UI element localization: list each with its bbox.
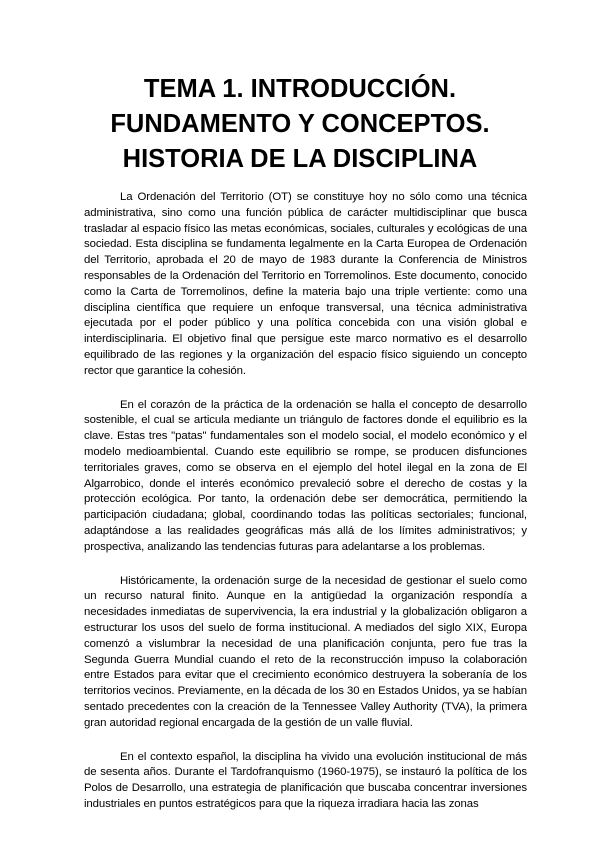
paragraph-sustainable-development: En el corazón de la práctica de la ordenación se halla el concepto de desarrollo sostenible, el cual se articula mediante un triángulo de factores donde el equilibrio es la clave. Estas tres "patas" fundamentales son el modelo social, el modelo económico y el modelo medioambiental. Cuando este equilibrio se rompe, se producen disfunciones territoriales graves, como se observa en el ejemplo del hotel ilegal en la zona de El Algarrobico, donde el interés económico prevaleció sobre el derecho de costas y la protección ecológica. Por tanto, la ordenación debe ser democrática, permitiendo la participación ciudadana; global, coordinando todas las políticas sectoriales; funcional, adaptándose a las realidades geográficas más allá de los límites administrativos; y prospectiva, analizando las tendencias futuras para adelantarse a los problemas. [84,398,527,553]
title-line-3: HISTORIA DE LA DISCIPLINA [122,145,478,173]
document-body [84,190,527,831]
paragraph-introduction: La Ordenación del Territorio (OT) se constituye hoy no sólo como una técnica administrativa, sino como una función pública de carácter multidisciplinar que busca trasladar al espacio físico las metas económicas, sociales, culturales y ecológicas de una sociedad. Esta disciplina se fundamenta legalmente en la Carta Europea de Ordenación del Territorio, aprobada el 20 de mayo de 1983 durante la Conferencia de Ministros responsables de la Ordenación del Territorio en Torremolinos. Este documento, conocido como la Carta de Torremolinos, define la materia bajo una triple vertiente: como una disciplina científica que requiere un enfoque transversal, una técnica administrativa ejecutada por el poder público y una política concebida con una visión global e interdisciplinaria. El objetivo final que persigue este marco normativo es el desarrollo equilibrado de las regiones y la organización del espacio físico siguiendo un concepto rector que garantice la cohesión. [84,191,527,377]
paragraph-history: Históricamente, la ordenación surge de la necesidad de gestionar el suelo como un recurso natural finito. Aunque en la antigüedad la organización respondía a necesidades inmediatas de supervivencia, la era industrial y la globalización obligaron a estructurar los usos del suelo de forma institucional. A mediados del siglo XIX, Europa comenzó a vislumbrar la necesidad de una planificación conjunta, pero fue tras la Segunda Guerra Mundial cuando el reto de la reconstrucción impuso la colaboración entre Estados para evitar que el crecimiento económico destruyera la soberanía de los territorios vecinos. Previamente, en la década de los 30 en Estados Unidos, ya se habían sentado precedentes con la creación de la Tennessee Valley Authority (TVA), la primera gran autoridad regional encargada de la gestión de un valle fluvial. [84,574,527,729]
title-line-1: TEMA 1. INTRODUCCIÓN. [143,75,457,103]
title-line-2: FUNDAMENTO Y CONCEPTOS. [110,110,490,138]
page-title [40,72,560,177]
paragraph-spanish-context: En el contexto español, la disciplina ha vivido una evolución institucional de más de sesenta años. Durante el Tardofranquismo (1960-1975), se instauró la política de los Polos de Desarrollo, una estrategia de planificación que buscaba concentrar inversiones industriales en puntos estratégicos para que la riqueza irradiara hacia las zonas [84,750,527,810]
